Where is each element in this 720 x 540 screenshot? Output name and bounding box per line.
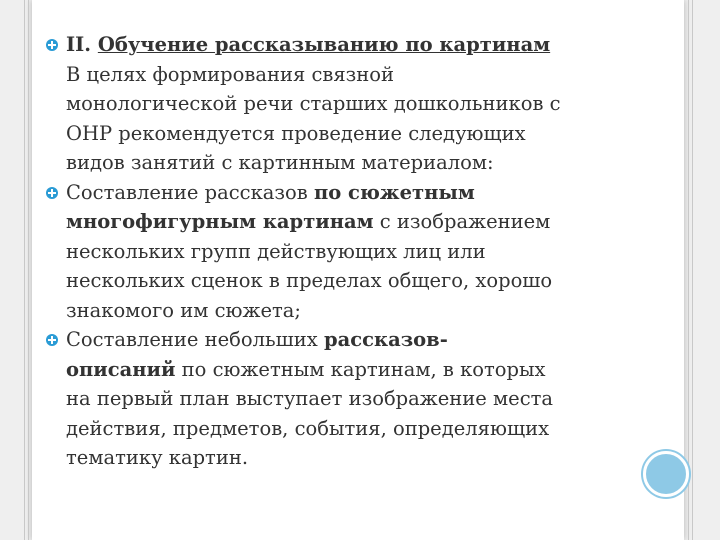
intro-paragraph [48, 60, 658, 178]
item1-line2: многофигурным картинам с изображением [66, 210, 551, 233]
intro-line: В целях формирования связной [66, 62, 395, 86]
right-border-line [692, 0, 693, 540]
bullet-item-1 [48, 178, 658, 326]
heading-number: II. [66, 33, 98, 56]
decorative-circle [643, 451, 689, 497]
right-border-line-inner [688, 0, 689, 540]
item2-line4: действия, предметов, события, определяющих [66, 416, 550, 440]
left-border-line-inner [28, 0, 29, 540]
plus-bullet-icon [46, 39, 58, 51]
slide-content [48, 30, 658, 473]
item2-line1: Составление небольших рассказов- [66, 328, 448, 351]
plus-bullet-icon [46, 187, 58, 199]
item2-line3: на первый план выступает изображение места [66, 387, 554, 410]
intro-line: ОНР рекомендуется проведение следующих [66, 121, 526, 145]
intro-line: видов занятий с картинным материалом: [66, 151, 494, 174]
item1-line5: знакомого им сюжета; [66, 298, 301, 322]
heading-paragraph [48, 30, 658, 60]
intro-line: монологической речи старших дошкольников с [66, 92, 561, 115]
bullet-item-2 [48, 325, 658, 473]
left-border-line [24, 0, 25, 540]
plus-bullet-icon [46, 334, 58, 346]
item1-line4: нескольких сценок в пределах общего, хорошо [66, 269, 553, 292]
item2-line5: тематику картин. [66, 446, 249, 469]
item1-line3: нескольких групп действующих лиц или [66, 239, 486, 263]
item2-line2: описаний по сюжетным картинам, в которых [66, 357, 546, 381]
heading-title: Обучение рассказыванию по картинам [97, 33, 551, 56]
item1-line1: Составление рассказов по сюжетным [66, 180, 475, 204]
